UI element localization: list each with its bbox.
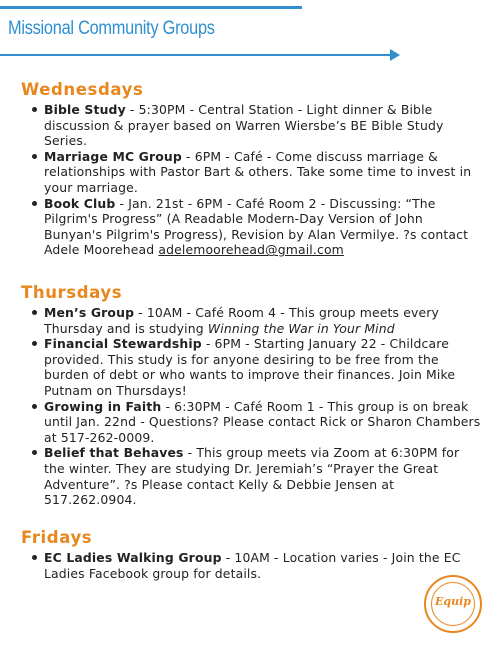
email-link[interactable]: adelemoorehead@gmail.com — [158, 242, 344, 258]
book-title: Winning the War in Your Mind — [207, 320, 395, 336]
day-heading-wednesdays: Wednesdays — [21, 80, 144, 99]
event-name: Bible Study — [44, 102, 126, 117]
arrow-head-icon — [390, 49, 400, 61]
day-heading-fridays: Fridays — [21, 528, 93, 547]
event-details: - Jan. 21st - 6PM - Café Room 2 - Discussing: “The Pilgrim's Progress” (A Readable Modern-Day Version of John Bunyan's Pilgrim's Progress), Revision by Alan Vermilye. ?s contact Adele Moorehead — [44, 195, 469, 258]
list-item — [44, 305, 484, 336]
list-item — [44, 399, 484, 446]
event-name: Growing in Faith — [44, 398, 162, 414]
event-details: - 5:30PM - Central Station - Light dinner & Bible discussion & prayer based on Warren Wiersbe’s BE Bible Study Series. — [44, 102, 444, 149]
day-heading-thursdays: Thursdays — [21, 283, 123, 302]
list-item — [44, 550, 484, 581]
event-name: Marriage MC Group — [44, 148, 182, 164]
event-name: Book Club — [44, 195, 116, 211]
event-details: - This group meets via Zoom at 6:30PM for the winter. They are studying Dr. Jeremiah’s “Prayer the Great Adventure”. ?s Please contact Kelly & Debbie Jensen at 517.262.0904. — [44, 445, 460, 508]
list-item — [44, 149, 484, 196]
event-name: Men’s Group — [44, 305, 135, 320]
list-item — [44, 445, 484, 507]
event-details: - 10AM - Café Room 4 - This group meets every Thursday and is studying — [44, 305, 440, 336]
event-name: EC Ladies Walking Group — [44, 550, 222, 565]
equip-logo-icon — [424, 575, 482, 633]
list-item — [44, 102, 484, 149]
fridays-list — [26, 550, 484, 581]
event-name: Financial Stewardship — [44, 336, 202, 352]
event-details: - 6PM - Starting January 22 - Childcare provided. This study is for anyone desiring to be free from the burden of debt or who wants to improve their finances. Join Mike Putnam on Thursdays! — [44, 336, 456, 398]
thursdays-list — [26, 305, 484, 508]
event-details: - 6:30PM - Café Room 1 - This group is on break until Jan. 22nd - Questions? Please contact Rick or Sharon Chambers at 517-262-0009. — [44, 398, 481, 445]
logo-text: Equip — [435, 595, 471, 608]
event-details: - 6PM - Café - Come discuss marriage & relationships with Pastor Bart & others. Take some time to invest in your marriage. — [44, 148, 472, 195]
list-item — [44, 336, 484, 398]
wednesdays-list — [26, 102, 484, 258]
event-details: - 10AM - Location varies - Join the EC Ladies Facebook group for details. — [44, 550, 461, 581]
arrow-divider — [0, 54, 392, 56]
event-name: Belief that Behaves — [44, 445, 184, 461]
top-rule — [0, 6, 302, 9]
list-item — [44, 196, 484, 258]
page-title: Missional Community Groups — [8, 18, 215, 39]
